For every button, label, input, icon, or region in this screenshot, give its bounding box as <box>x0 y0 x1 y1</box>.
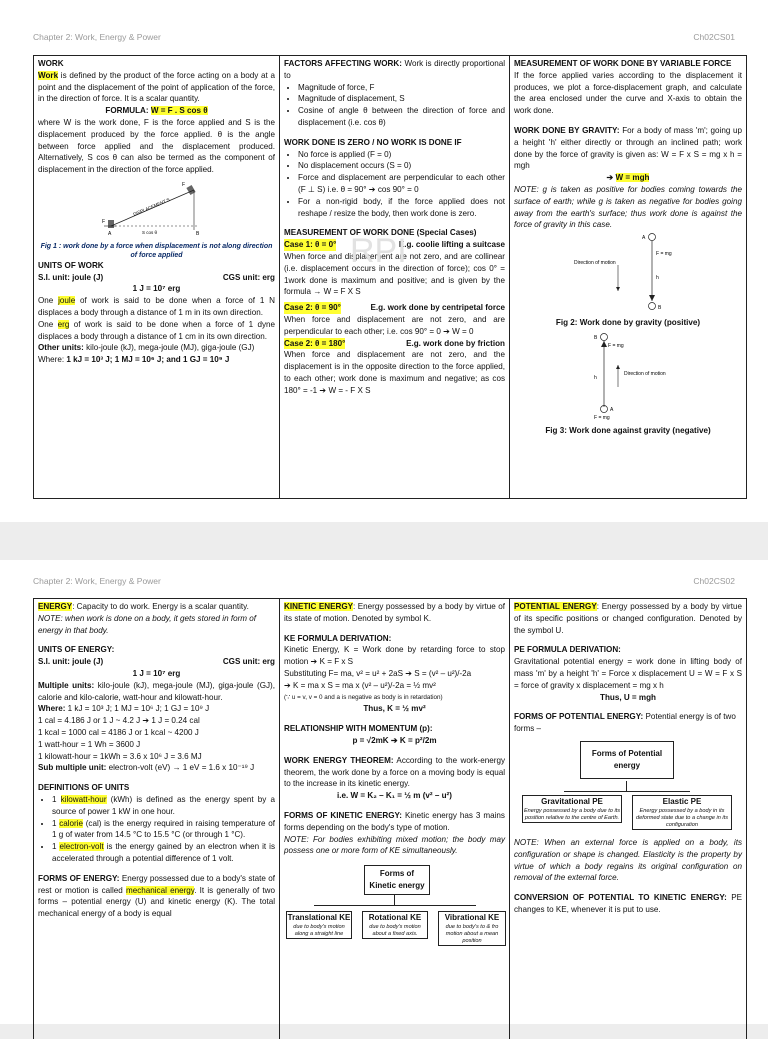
svg-text:Direction of motion: Direction of motion <box>574 260 616 267</box>
work-energy-equation: i.e. W = K₂ – K₁ = ½ m (v² – u²) <box>337 791 452 801</box>
list-item: • 1 kilowatt-hour (kWh) is defined as the energy spent by a source of power 1 kW in one hour. <box>52 794 275 818</box>
case2-header: Case 2: θ = 90° E.g. work done by centripetal force <box>284 303 505 313</box>
units-title: UNITS OF WORK <box>38 260 104 270</box>
ke-derivation-step: Substituting F= ma, v² = u² + 2aS ➔ S = (v² – u²)/-2a <box>284 668 472 678</box>
svg-text:h: h <box>656 275 659 282</box>
energy-note: NOTE: when work is done on a body, it gets stored in form of energy in that body. <box>38 613 257 635</box>
section-title: WORK <box>38 59 64 68</box>
ke-forms: FORMS OF KINETIC ENERGY: Kinetic energy has 3 mains forms depending on the body's type of motion. <box>284 810 505 832</box>
special-cases-title: MEASUREMENT OF WORK DONE (Special Cases) <box>284 228 477 238</box>
block-a <box>108 220 114 228</box>
fig1-diagram <box>38 176 274 238</box>
svg-text:h: h <box>594 374 597 381</box>
work-definition: Work is defined by the product of the force acting on a body at a point and the displacement of the point of application of the force, in the direction of force. It is a scalar quantity. <box>38 70 275 104</box>
svg-text:F = mg: F = mg <box>594 414 610 421</box>
fig2-caption: Fig 2: Work done by gravity (positive) <box>555 317 701 327</box>
momentum-title: RELATIONSHIP WITH MOMENTUM (p): <box>284 724 433 734</box>
page-2 <box>0 560 768 1024</box>
svg-text:A: A <box>108 230 112 237</box>
column-work <box>34 56 280 498</box>
units-title: UNITS OF ENERGY: <box>38 645 115 655</box>
column-factors <box>280 56 510 498</box>
work-energy-theorem: WORK ENERGY THEOREM: According to the work-energy theorem, the work done by a force on a moving body is equal to the increase in its kinetic energy. <box>284 755 505 789</box>
ke-definition: KINETIC ENERGY: Energy possessed by a body by virtue of its state of motion. Denoted by symbol K. <box>284 602 505 623</box>
case1-header: Case 1: θ = 0° E.g. coolie lifting a suitcase <box>284 240 505 250</box>
ke-forms-box: Forms of Kinetic energy <box>364 865 430 895</box>
ke-derivation-title: KE FORMULA DERIVATION: <box>284 633 392 643</box>
column-energy <box>34 599 280 1039</box>
fig1-caption: Fig 1 : work done by a force when displacement is not along direction of force applied <box>40 242 273 259</box>
fig3-diagram <box>514 329 740 421</box>
list-item: • For a non-rigid body, if the force applied does not reshape / resize the body, then work done is zero. <box>298 196 505 220</box>
case3-text: When force and displacement are not zero, and the displacement is in the opposite direction to the force applied, to each other; work done is maximum and negative; as cos 180° = -1 ➔ W = - F X S <box>284 350 505 395</box>
svg-text:A: A <box>642 235 646 242</box>
column-gravity <box>510 56 746 498</box>
conversion-text: CONVERSION OF POTENTIAL TO KINETIC ENERGY: PE changes to KE, whenever it is put to use. <box>514 893 743 914</box>
column-potential <box>510 599 746 1039</box>
fig3-caption: Fig 3: Work done against gravity (negative) <box>545 425 711 435</box>
formula: FORMULA: W = F . S cos θ <box>105 106 208 116</box>
list-item: • Force and displacement are perpendicular to each other (F ⊥ S) i.e. θ = 90° ➔ cos 90° = 0 <box>298 172 505 196</box>
column-kinetic <box>280 599 510 1039</box>
wh-conversion: 1 watt-hour = 1 Wh = 3600 J <box>38 739 141 749</box>
chapter-title: Chapter 2: Work, Energy & Power <box>33 32 161 42</box>
pe-forms-box: Forms of Potential energy <box>580 741 674 779</box>
translational-ke-box: Translational KE due to body's motion along a straight line <box>287 913 351 937</box>
sub-multiple-unit: Sub multiple unit: electron-volt (eV) → 1 eV = 1.6 x 10⁻¹⁹ J <box>38 763 255 773</box>
variable-force-text: If the force applied varies according to the displacement it produces, we plot a force-displacement graph, and calculate the area enclosed under the curve and X-axis to obtain the work done. <box>514 70 742 116</box>
pe-derivation-title: PE FORMULA DERIVATION: <box>514 645 621 655</box>
svg-text:F: F <box>102 218 106 225</box>
case3-header: Case 2: θ = 180° E.g. work done by friction <box>284 338 505 348</box>
watermark: RPI <box>350 232 407 270</box>
unit-conversions: Where: 1 kJ = 10³ J; 1 MJ = 10⁶ J; and 1 GJ = 10⁹ J <box>38 355 230 365</box>
ke-result: Thus, K = ½ mv² <box>363 704 426 714</box>
content-table <box>33 55 747 499</box>
ke-forms-diagram <box>284 859 505 971</box>
svg-text:F = mg: F = mg <box>608 342 624 349</box>
svg-text:S cos θ: S cos θ <box>142 229 158 235</box>
zero-work-title: WORK DONE IS ZERO / NO WORK IS DONE IF <box>284 137 462 147</box>
pe-definition: POTENTIAL ENERGY: Energy possessed by a body by virtue of its specific positions or changed configuration. Denoted by the symbol U. <box>514 602 742 635</box>
unit-row: S.I. unit: joule (J) CGS unit: erg <box>38 657 275 667</box>
joule-erg-relation: 1 J = 10⁷ erg <box>132 284 181 294</box>
kcal-conversion: 1 kcal = 1000 cal = 4186 J or 1 kcal ~ 4200 J <box>38 727 199 737</box>
kwh-conversion: 1 kilowatt-hour = 1kWh = 3.6 x 10⁶ J = 3.6 MJ <box>38 751 202 761</box>
pe-derivation: Gravitational potential energy = work done in lifting body of mass 'm' by a height 'h' = Force x displacement U = W = F x S = force of gravity x displacement = mg x h <box>514 657 742 690</box>
content-table <box>33 598 747 1039</box>
svg-text:A: A <box>610 406 614 413</box>
svg-text:B: B <box>594 334 598 341</box>
factors-intro: FACTORS AFFECTING WORK: Work is directly proportional to <box>284 59 505 80</box>
definitions-title: DEFINITIONS OF UNITS <box>38 783 130 793</box>
list-item: • No displacement occurs (S = 0) <box>298 160 505 172</box>
factors-list <box>284 82 505 129</box>
erg-definition: One erg of work is said to be done when a force of 1 dyne displaces a body through a distance of 1 cm in its own direction. <box>38 319 275 341</box>
pe-forms-diagram <box>514 737 742 835</box>
list-item: • No force is applied (F = 0) <box>298 149 505 161</box>
page-code: Ch02CS01 <box>693 32 735 42</box>
ke-derivation-step: ➔ K = ma x S = ma x (v² – u²)/-2a = ½ mv² <box>284 680 436 690</box>
ke-derivation-step: (∵ u = v, v = 0 and a is negative as body is in retardation) <box>284 693 443 701</box>
svg-text:Direction of motion: Direction of motion <box>624 370 666 377</box>
svg-text:F: F <box>182 181 186 188</box>
page-code: Ch02CS02 <box>693 576 735 586</box>
unit-conversions: Where: 1 kJ = 10³ J; 1 MJ = 10⁶ J; 1 GJ = 10⁹ J <box>38 704 210 714</box>
definitions-list <box>38 794 275 865</box>
variable-force-title: MEASUREMENT OF WORK DONE BY VARIABLE FORCE <box>514 59 732 68</box>
case2-text: When force and displacement are not zero, and are perpendicular to each other; i.e. cos 90° = 0 ➔ W = 0 <box>284 314 505 336</box>
gravity-note: NOTE: g is taken as positive for bodies coming towards the surface of earth; while g is taken as negative for bodies going away from the earth's surface; thus work done is against the force of gravity in this case. <box>514 184 742 230</box>
page-header <box>33 576 735 590</box>
ke-derivation-step: Kinetic Energy, K = Work done by retarding force to stop motion ➔ K = F x S <box>284 645 505 667</box>
unit-row: S.I. unit: joule (J) CGS unit: erg <box>38 272 275 282</box>
rotational-ke-box: Rotational KE due to body's motion about a fixed axis. <box>362 911 428 939</box>
svg-text:B: B <box>196 230 200 237</box>
list-item: • 1 calorie (cal) is the energy required in raising temperature of 1 g of water from 14.5 °C to 15.5 °C (or through 1 °C). <box>52 818 275 842</box>
elastic-pe-box: Elastic PE Energy possessed by a body in its deformed state due to a change in its configuration <box>632 795 732 830</box>
joule-erg-relation: 1 J = 10⁷ erg <box>132 668 181 678</box>
forms-of-energy: FORMS OF ENERGY: Energy possessed due to a body's state of rest or motion is called mechanical energy. It is generally of two forms – potential energy (U) and kinetic energy (K). The total mechanical energy of a body is equal <box>38 873 275 919</box>
calorie-conversion: 1 cal = 4.186 J or 1 J ~ 4.2 J ➔ 1 J = 0.24 cal <box>38 716 200 726</box>
momentum-relation: p = √2mK ➔ K = p²/2m <box>352 735 437 745</box>
list-item: • 1 electron-volt is the energy gained by an electron when it is accelerated through a potential difference of 1 volt. <box>52 841 275 865</box>
pe-forms: FORMS OF POTENTIAL ENERGY: Potential energy is of two forms – <box>514 712 736 734</box>
energy-definition: ENERGY: Capacity to do work. Energy is a scalar quantity. <box>38 602 249 611</box>
other-units: Other units: kilo-joule (kJ), mega-joule (MJ), giga-joule (GJ) <box>38 343 255 353</box>
fig2-diagram <box>514 231 740 313</box>
page-header <box>33 32 735 46</box>
ke-forms-note: NOTE: For bodies exhibiting mixed motion; the body may possess one or more form of KE simultaneously. <box>284 834 505 856</box>
gravity-text: WORK DONE BY GRAVITY: For a body of mass 'm'; going up a height 'h' either directly or through an inclined path; work done by the force of gravity is given as: W = F x S = mg x h = mgh <box>514 125 742 171</box>
svg-text:B: B <box>658 305 662 312</box>
svg-text:F = mg: F = mg <box>656 251 672 258</box>
svg-text:DISPLACEMENT S: DISPLACEMENT S <box>132 196 171 217</box>
joule-definition: One joule of work is said to be done when a force of 1 N displaces a body through a distance of 1 m in its own direction. <box>38 296 275 317</box>
list-item: • Cosine of angle θ between the direction of force and displacement (i.e. cos θ) <box>298 105 505 129</box>
multiple-units: Multiple units: kilo-joule (kJ), mega-joule (MJ), giga-joule (GJ), calorie and kilo-calorie, watt-hour and kilowatt-hour. <box>38 680 275 702</box>
list-item: • Magnitude of force, F <box>298 82 505 94</box>
zero-work-list <box>284 149 505 220</box>
elasticity-note: NOTE: When an external force is applied on a body, its configuration or shape is changed. Elasticity is the property by virtue of which a body regains its original configuration on removal of the external force. <box>514 837 742 883</box>
chapter-title: Chapter 2: Work, Energy & Power <box>33 576 161 586</box>
formula-explanation: where W is the work done, F is the force applied and S is the displacement produced by the force applied. θ is the angle between force applied and the displacement produced. Alternatively, S cos θ can also be termed as the component of displacement in the direction of the force applied. <box>38 117 275 175</box>
list-item: • Magnitude of displacement, S <box>298 93 505 105</box>
vibrational-ke-box: Vibrational KE due to body's to & fro motion about a mean position <box>438 911 506 946</box>
gravitational-pe-box: Gravitational PE Energy possessed by a body due to its position relative to the centre of Earth. <box>523 796 621 821</box>
pe-result: Thus, U = mgh <box>600 692 656 702</box>
gravity-result: ➔ W = mgh <box>606 173 650 183</box>
case1-text: When force and displacement are not zero, and are collinear (i.e. displacement occurs in the direction of force); cos 0° = 1work done is maximum and positive; and is given by the formula → W = F X S <box>284 251 505 297</box>
